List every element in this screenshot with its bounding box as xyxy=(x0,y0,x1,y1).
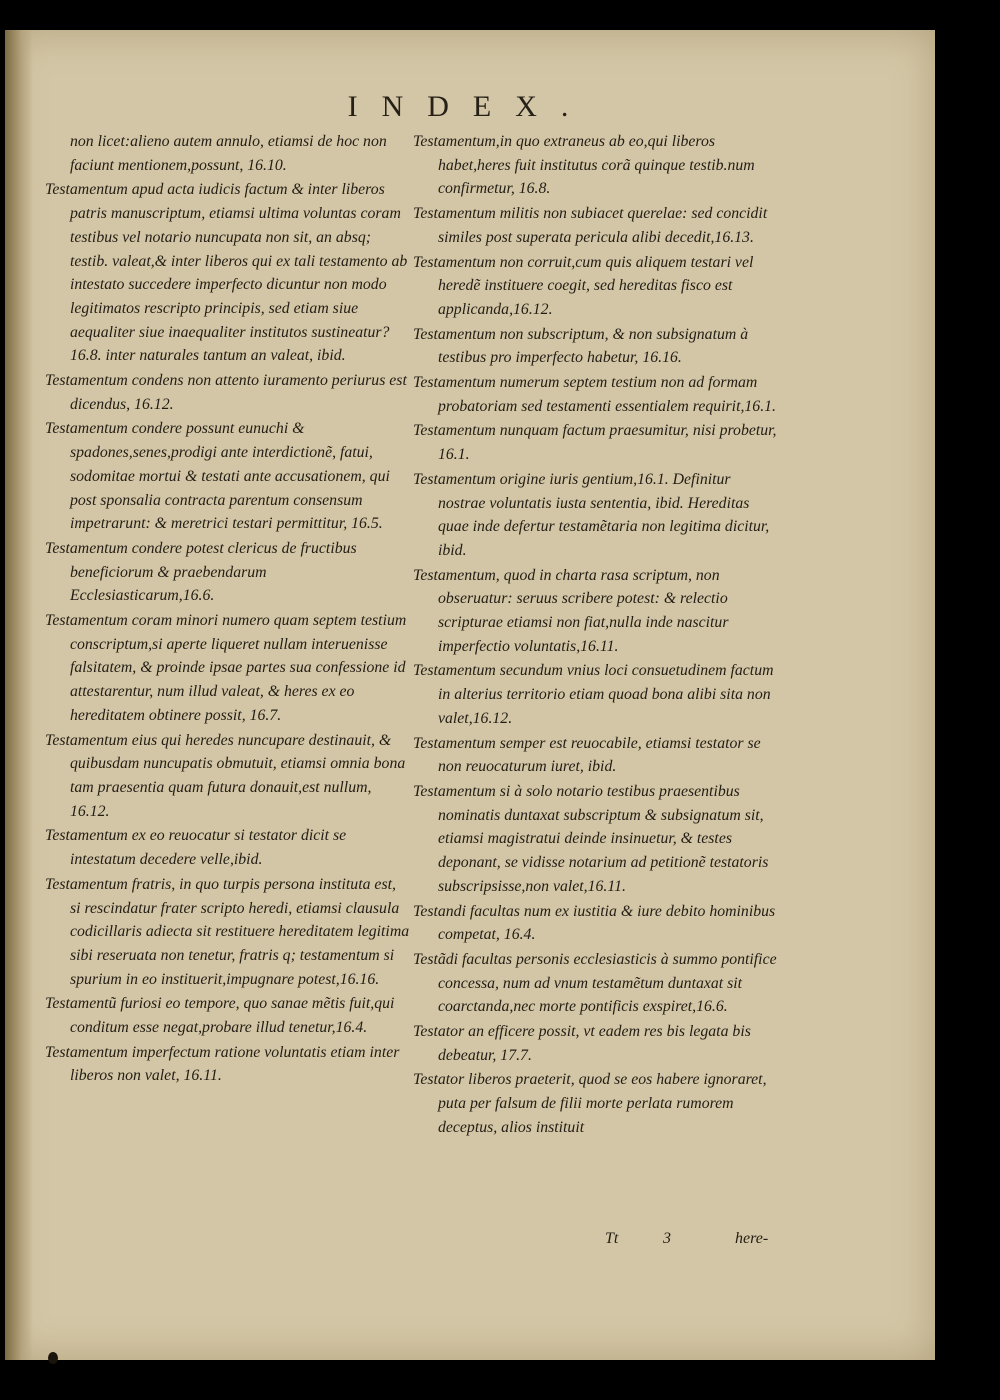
index-column-right xyxy=(413,130,778,1141)
book-page xyxy=(5,30,935,1360)
index-entry: Testamentum condere possunt eunuchi & spadones,senes,prodigi ante interdictionẽ, fatui, sodomitae mortui & testati ante accusationem, qui post sponsalia contracta parentum consensum impetrarunt: & meretrici testari permittitur, 16.5. xyxy=(45,420,390,533)
index-entry: Testamentum nunquam factum praesumitur, nisi probetur, 16.1. xyxy=(413,422,777,464)
catchword: here- xyxy=(735,1230,769,1247)
index-entry: Testamentum si à solo notario testibus praesentibus nominatis duntaxat subscriptum & subsignatum sit, etiamsi magistratui deinde insinuetur, & testes deponant, se vidisse notarium ad petitionẽ testatoris subscripsisse,non valet,16.11. xyxy=(413,782,769,895)
index-entry: Testamentum, quod in charta rasa scriptum, non obseruatur: seruus scribere potest: & relectio scripturae etiamsi non fiat,nulla inde nascitur imperfectio voluntatis,16.11. xyxy=(413,566,729,655)
page-footer xyxy=(605,1230,785,1254)
index-entry: Testamentum non subscriptum, & non subsignatum à testibus pro imperfecto habetur, 16.16. xyxy=(413,325,749,367)
index-entry: Testamentum militis non subiacet querelae: sed concidit similes post superata pericula alibi decedit,16.13. xyxy=(413,205,768,246)
index-entry: Testãdi facultas personis ecclesiasticis à summo pontifice concessa, num ad vnum testamẽtum duntaxat sit coarctanda,nec morte pontificis exspiret,16.6. xyxy=(413,950,777,1016)
index-entry: Testamentum,in quo extraneus ab eo,qui liberos habet,heres fuit institutus corã quinque testib.num confirmetur, 16.8. xyxy=(413,133,755,198)
page-gutter xyxy=(5,30,33,1360)
index-entry: Testamentum ex eo reuocatur si testator dicit se intestatum decedere velle,ibid. xyxy=(45,827,347,869)
index-entry: Testator liberos praeterit, quod se eos habere ignoraret, puta per falsum de filii morte perlata rumorem deceptus, alios instituit xyxy=(413,1071,767,1136)
page-title: INDEX. xyxy=(347,90,593,123)
index-entry: Testamentum fratris, in quo turpis persona instituta est, si rescindatur frater scripto heredi, etiamsi clausula codicillaris adiecta sit restituere hereditatem legitima sibi reseruata non tenetur, fratris q; testamentum si spurium in eo instituerit,impugnare potest,16.16. xyxy=(45,875,410,988)
index-entry: Testamentum numerum septem testium non ad formam probatoriam sed testamenti essentialem requirit,16.1. xyxy=(413,374,776,415)
index-column-left xyxy=(45,130,410,1089)
index-entry: Testamentum eius qui heredes nuncupare destinauit, & quibusdam nuncupatis obmutuit, etiamsi omnia bona tam praesentia quam futura donauit,est nullum, 16.12. xyxy=(45,731,406,820)
index-entry: Testamentum semper est reuocabile, etiamsi testator se non reuocaturum iuret, ibid. xyxy=(413,734,761,776)
index-entry: Testator an efficere possit, vt eadem res bis legata bis debeatur, 17.7. xyxy=(413,1023,751,1064)
index-entry: Testamentum condere potest clericus de fructibus beneficiorum & praebendarum Ecclesiasticarum,16.6. xyxy=(45,539,357,605)
index-entry: Testamentum secundum vnius loci consuetudinem factum in alterius territorio etiam quoad bona alibi sita non valet,16.12. xyxy=(413,662,774,727)
index-entry: non licet:alieno autem annulo, etiamsi de hoc non faciunt mentionem,possunt, 16.10. xyxy=(70,133,387,174)
ink-blot xyxy=(48,1352,58,1364)
page-number: 3 xyxy=(663,1230,671,1247)
index-entry: Testamentum imperfectum ratione voluntatis etiam inter liberos non valet, 16.11. xyxy=(45,1043,400,1085)
index-entry: Testamentum apud acta iudicis factum & inter liberos patris manuscriptum, etiamsi ultima voluntas coram testibus vel notario nuncupata non sit, an absq; testib. valeat,& inter liberos qui ex tali testamento ab intestato succedere imperfecto dicuntur non modo legitimatos rescripto principis, sed etiam siue aequaliter siue inaequaliter institutos sustineatur? 16.8. inter naturales tantum an valeat, ibid. xyxy=(45,181,408,365)
index-entry: Testamentũ furiosi eo tempore, quo sanae mẽtis fuit,qui conditum esse negat,probare illud tenetur,16.4. xyxy=(45,995,395,1037)
index-entry: Testamentum non corruit,cum quis aliquem testari vel heredẽ instituere coegit, sed hereditas fisco est applicanda,16.12. xyxy=(413,253,754,318)
index-entry: Testamentum coram minori numero quam septem testium conscriptum,si aperte liqueret nullam interuenisse falsitatem, & proinde ipsae partes sua confessione id attestarentur, num illud valeat, & heres ex eo hereditatem obtinere possit, 16.7. xyxy=(45,612,407,724)
index-entry: Testamentum condens non attento iuramento periurus est dicendus, 16.12. xyxy=(45,372,407,413)
index-entry: Testandi facultas num ex iustitia & iure debito hominibus competat, 16.4. xyxy=(413,902,776,944)
index-entry: Testamentum origine iuris gentium,16.1. Definitur nostrae voluntatis iusta sententia, ibid. Hereditas quae inde defertur testamẽtaria non legitima dicitur, ibid. xyxy=(413,470,770,559)
signature-mark: Tt xyxy=(605,1230,619,1247)
